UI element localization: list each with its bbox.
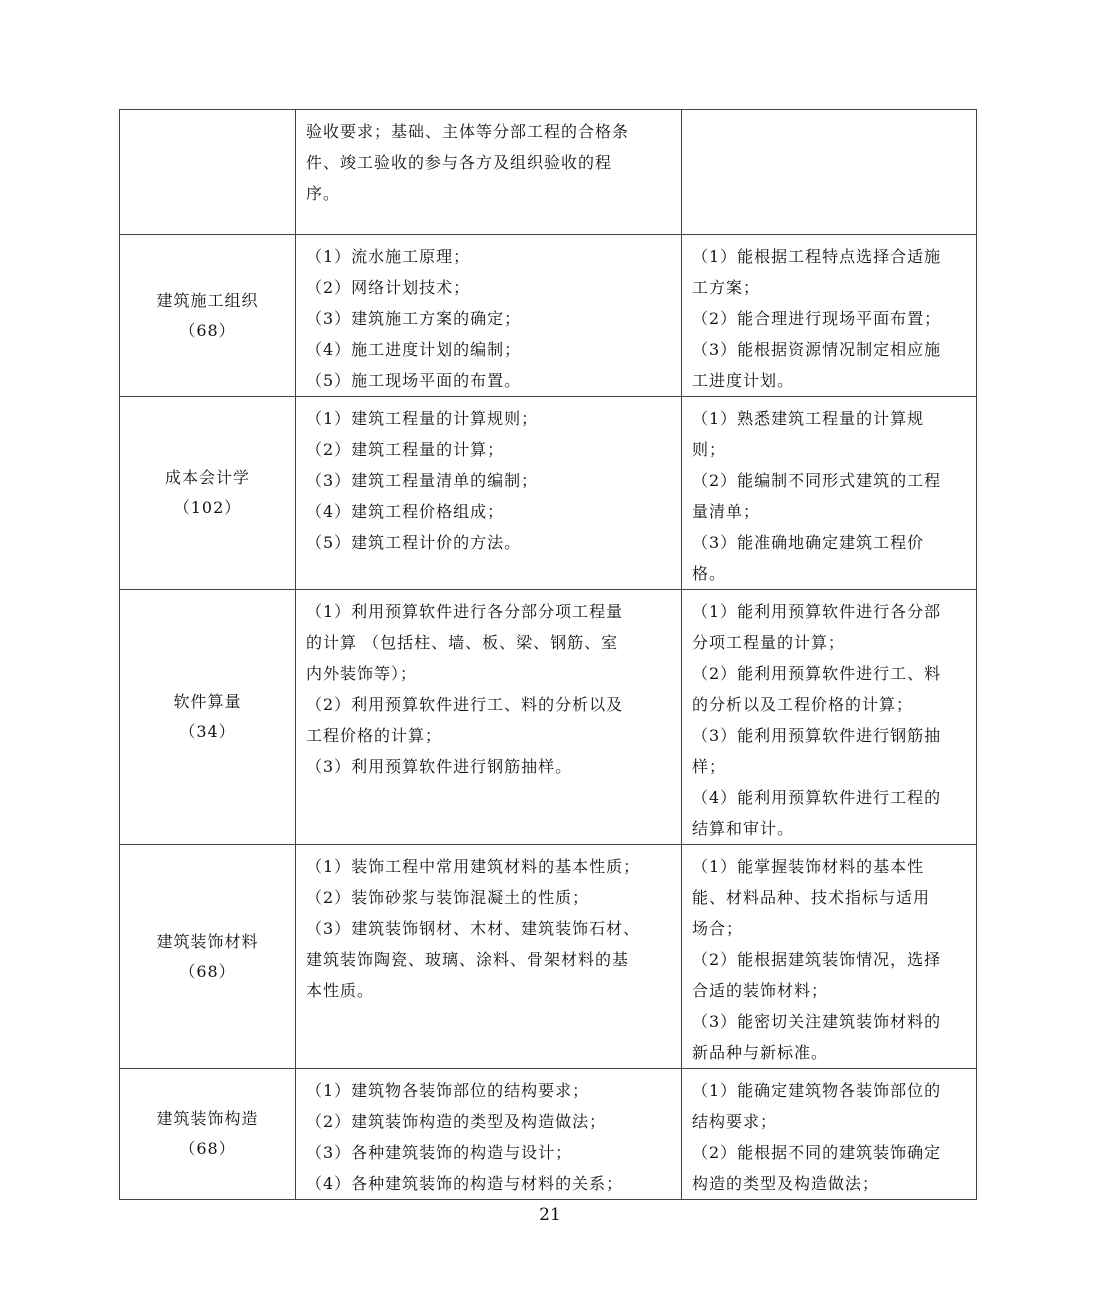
ability-line: 样； (692, 757, 727, 776)
course-hours: （102） (173, 498, 242, 517)
ability-cell (682, 1069, 977, 1200)
ability-line: 合适的装饰材料； (692, 981, 829, 1000)
ability-line: （2）能根据不同的建筑装饰确定 (692, 1143, 942, 1162)
ability-cell (682, 590, 977, 845)
ability-line: 分项工程量的计算； (692, 633, 846, 652)
ability-line: （3）能根据资源情况制定相应施 (692, 340, 942, 359)
content-line: 工程价格的计算； (306, 726, 443, 745)
ability-line: 工进度计划。 (692, 371, 795, 390)
course-name: 软件算量 (173, 692, 242, 711)
content-cell (296, 845, 682, 1069)
content-line: 件、竣工验收的参与各方及组织验收的程 (306, 153, 613, 172)
content-line: （1）建筑工程量的计算规则； (306, 409, 539, 428)
course-cell (120, 845, 296, 1069)
course-hours: （68） (179, 1139, 236, 1158)
content-line: 序。 (306, 184, 341, 203)
content-cell (296, 397, 682, 590)
ability-line: 格。 (692, 564, 727, 583)
course-cell (120, 590, 296, 845)
content-line: （3）建筑工程量清单的编制； (306, 471, 539, 490)
ability-line: 量清单； (692, 502, 761, 521)
ability-line: （3）能准确地确定建筑工程价 (692, 533, 925, 552)
course-name: 建筑施工组织 (156, 290, 259, 310)
ability-line: 能、材料品种、技术指标与适用 (692, 888, 931, 907)
content-line: （3）利用预算软件进行钢筋抽样。 (306, 757, 573, 776)
ability-line: 的分析以及工程价格的计算； (692, 695, 914, 714)
ability-line: （3）能密切关注建筑装饰材料的 (692, 1012, 942, 1031)
content-line: 建筑装饰陶瓷、玻璃、涂料、骨架材料的基 (306, 950, 630, 969)
table-body (120, 110, 977, 1200)
table-row (120, 590, 977, 845)
content-line: （4）各种建筑装饰的构造与材料的关系； (306, 1174, 624, 1193)
content-line: （2）利用预算软件进行工、料的分析以及 (306, 695, 624, 714)
content-line: （2）建筑工程量的计算； (306, 440, 505, 459)
table-row (120, 235, 977, 397)
course-hours: （68） (179, 320, 236, 340)
ability-line: （1）能利用预算软件进行各分部 (692, 602, 942, 621)
content-line: 本性质。 (306, 981, 375, 1000)
ability-line: 场合； (692, 919, 744, 938)
ability-line: （1）能确定建筑物各装饰部位的 (692, 1081, 942, 1100)
course-cell (120, 397, 296, 590)
content-line: （3）建筑装饰钢材、木材、建筑装饰石材、 (306, 919, 641, 938)
content-line: （4）施工进度计划的编制； (306, 340, 522, 359)
content-line: （5）施工现场平面的布置。 (306, 371, 522, 390)
ability-line: 新品种与新标准。 (692, 1043, 829, 1062)
ability-line: （1）能掌握装饰材料的基本性 (692, 857, 925, 876)
course-hours: （34） (179, 722, 236, 741)
table-row (120, 845, 977, 1069)
ability-cell (682, 235, 977, 397)
course-cell (120, 110, 296, 235)
course-cell (120, 235, 296, 397)
ability-line: 结算和审计。 (692, 819, 795, 838)
content-line: （5）建筑工程计价的方法。 (306, 533, 522, 552)
course-name: 建筑装饰材料 (156, 931, 259, 951)
ability-line: （2）能编制不同形式建筑的工程 (692, 471, 942, 490)
page-number: 21 (539, 1205, 561, 1225)
course-cell (120, 1069, 296, 1200)
content-line: （4）建筑工程价格组成； (306, 502, 505, 521)
content-cell (296, 110, 682, 235)
course-hours: （68） (179, 961, 236, 981)
ability-line: 构造的类型及构造做法； (692, 1174, 880, 1193)
ability-line: （2）能根据建筑装饰情况，选择 (692, 950, 942, 969)
content-line: （3）各种建筑装饰的构造与设计； (306, 1143, 573, 1162)
ability-line: （1）能根据工程特点选择合适施 (692, 247, 942, 266)
table-row (120, 397, 977, 590)
content-cell (296, 1069, 682, 1200)
content-line: 内外装饰等）； (306, 664, 418, 683)
content-line: 验收要求；基础、主体等分部工程的合格条 (306, 122, 630, 141)
ability-line: （3）能利用预算软件进行钢筋抽 (692, 726, 942, 745)
ability-cell (682, 110, 977, 235)
ability-cell (682, 397, 977, 590)
ability-cell (682, 845, 977, 1069)
content-line: （2）装饰砂浆与装饰混凝土的性质； (306, 888, 590, 907)
table-row (120, 110, 977, 235)
ability-line: 则； (692, 440, 727, 459)
ability-line: 结构要求； (692, 1112, 778, 1131)
content-line: （1）装饰工程中常用建筑材料的基本性质； (306, 857, 641, 876)
ability-line: （1）熟悉建筑工程量的计算规 (692, 409, 925, 428)
course-name: 成本会计学 (164, 468, 250, 487)
ability-line: （2）能合理进行现场平面布置； (692, 309, 942, 328)
content-cell (296, 235, 682, 397)
content-line: （2）建筑装饰构造的类型及构造做法； (306, 1112, 607, 1131)
ability-line: （2）能利用预算软件进行工、料 (692, 664, 942, 683)
ability-line: （4）能利用预算软件进行工程的 (692, 788, 942, 807)
content-line: （2）网络计划技术； (306, 278, 471, 297)
content-line: （1）建筑物各装饰部位的结构要求； (306, 1081, 590, 1100)
content-line: （1）流水施工原理； (306, 247, 471, 266)
content-line: （3）建筑施工方案的确定； (306, 309, 522, 328)
course-name: 建筑装饰构造 (156, 1109, 259, 1128)
content-line: （1）利用预算软件进行各分部分项工程量 (306, 602, 624, 621)
ability-line: 工方案； (692, 278, 761, 297)
content-line: 的计算 （包括柱、墙、板、梁、钢筋、室 (306, 633, 619, 652)
content-cell (296, 590, 682, 845)
course-table (119, 109, 977, 1200)
table-row (120, 1069, 977, 1200)
